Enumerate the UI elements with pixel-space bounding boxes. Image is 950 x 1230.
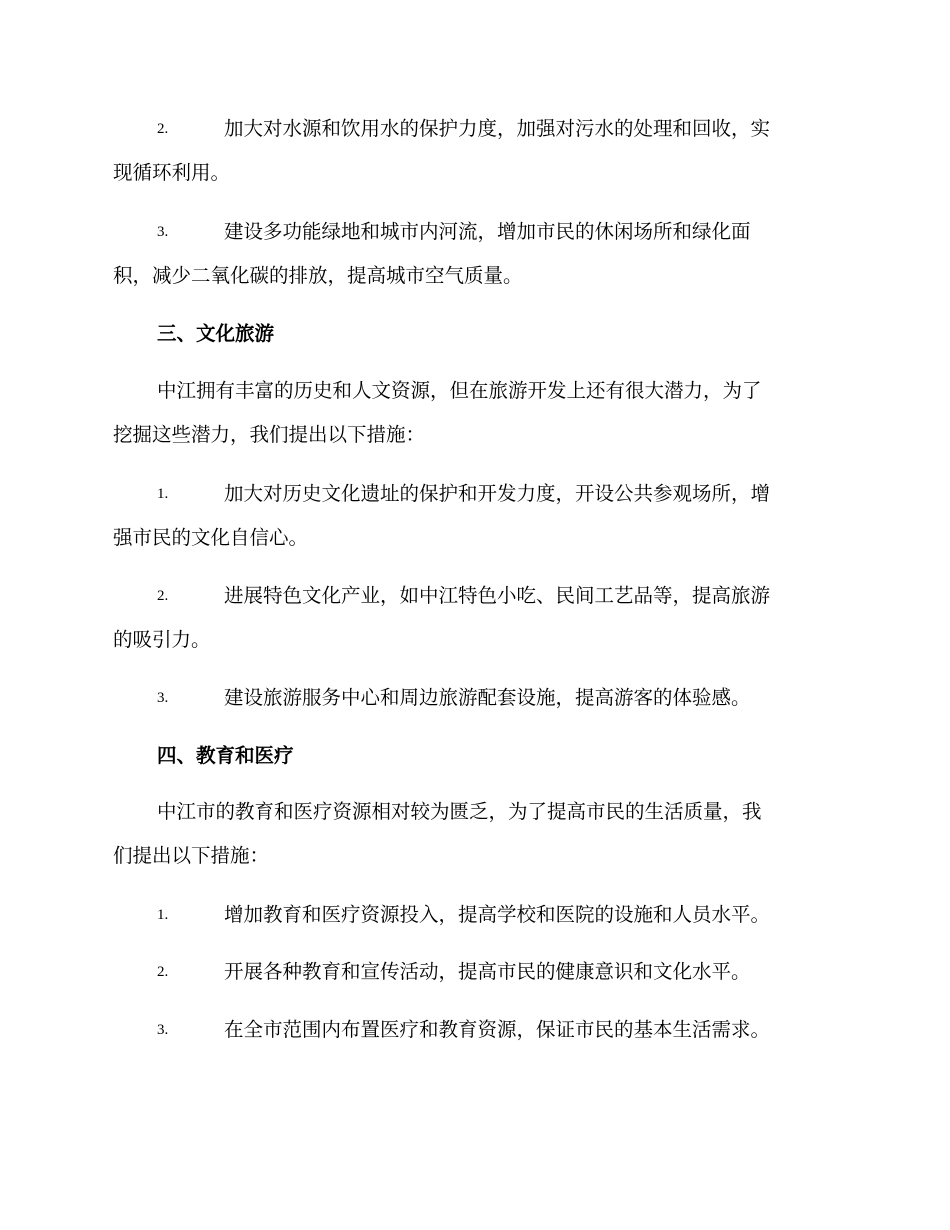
list-item [113,107,835,195]
section-heading-culture: 三、文化旅游 [157,322,275,345]
list-item-text: 增加教育和医疗资源投入，提高学校和医院的设施和人员水平。 [224,903,771,926]
list-number: 1. [157,486,169,502]
list-item-text: 在全市范围内布置医疗和教育资源，保证市民的基本生活需求。 [224,1018,771,1041]
list-number: 2. [157,964,169,980]
list-item [113,950,835,994]
paragraph-education-intro [113,790,835,878]
section-heading-education: 四、教育和医疗 [157,744,294,767]
list-number: 1. [157,907,169,923]
paragraph-culture-intro [113,369,835,457]
list-item-text-cont: 强市民的文化自信心。 [113,526,309,549]
list-item-text: 进展特色文化产业，如中江特色小吃、民间工艺品等，提高旅游 [224,584,771,607]
list-item-text: 开展各种教育和宣传活动，提高市民的健康意识和文化水平。 [224,960,751,983]
list-item [113,574,835,662]
list-item-text: 加大对历史文化遗址的保护和开发力度，开设公共参观场所，增 [224,482,771,505]
list-item [113,893,835,937]
paragraph-line: 挖掘这些潜力，我们提出以下措施： [113,423,426,446]
list-item-text-cont: 积，减少二氧化碳的排放，提高城市空气质量。 [113,264,523,287]
list-item [113,210,835,298]
list-item-text: 加大对水源和饮用水的保护力度，加强对污水的处理和回收，实 [224,117,771,140]
list-item-text-cont: 现循环利用。 [113,161,231,184]
list-number: 2. [157,121,169,137]
list-item-text: 建设旅游服务中心和周边旅游配套设施，提高游客的体验感。 [224,686,751,709]
list-item [113,1008,835,1052]
list-number: 2. [157,588,169,604]
list-number: 3. [157,1022,169,1038]
list-item-text-cont: 的吸引力。 [113,628,211,651]
list-number: 3. [157,224,169,240]
list-item-text: 建设多功能绿地和城市内河流，增加市民的休闲场所和绿化面 [224,220,751,243]
list-number: 3. [157,690,169,706]
paragraph-line: 们提出以下措施： [113,844,270,867]
list-item [113,472,835,560]
paragraph-line: 中江拥有丰富的历史和人文资源，但在旅游开发上还有很大潜力，为了 [157,379,762,402]
paragraph-line: 中江市的教育和医疗资源相对较为匮乏，为了提高市民的生活质量，我 [157,800,762,823]
list-item [113,676,835,720]
